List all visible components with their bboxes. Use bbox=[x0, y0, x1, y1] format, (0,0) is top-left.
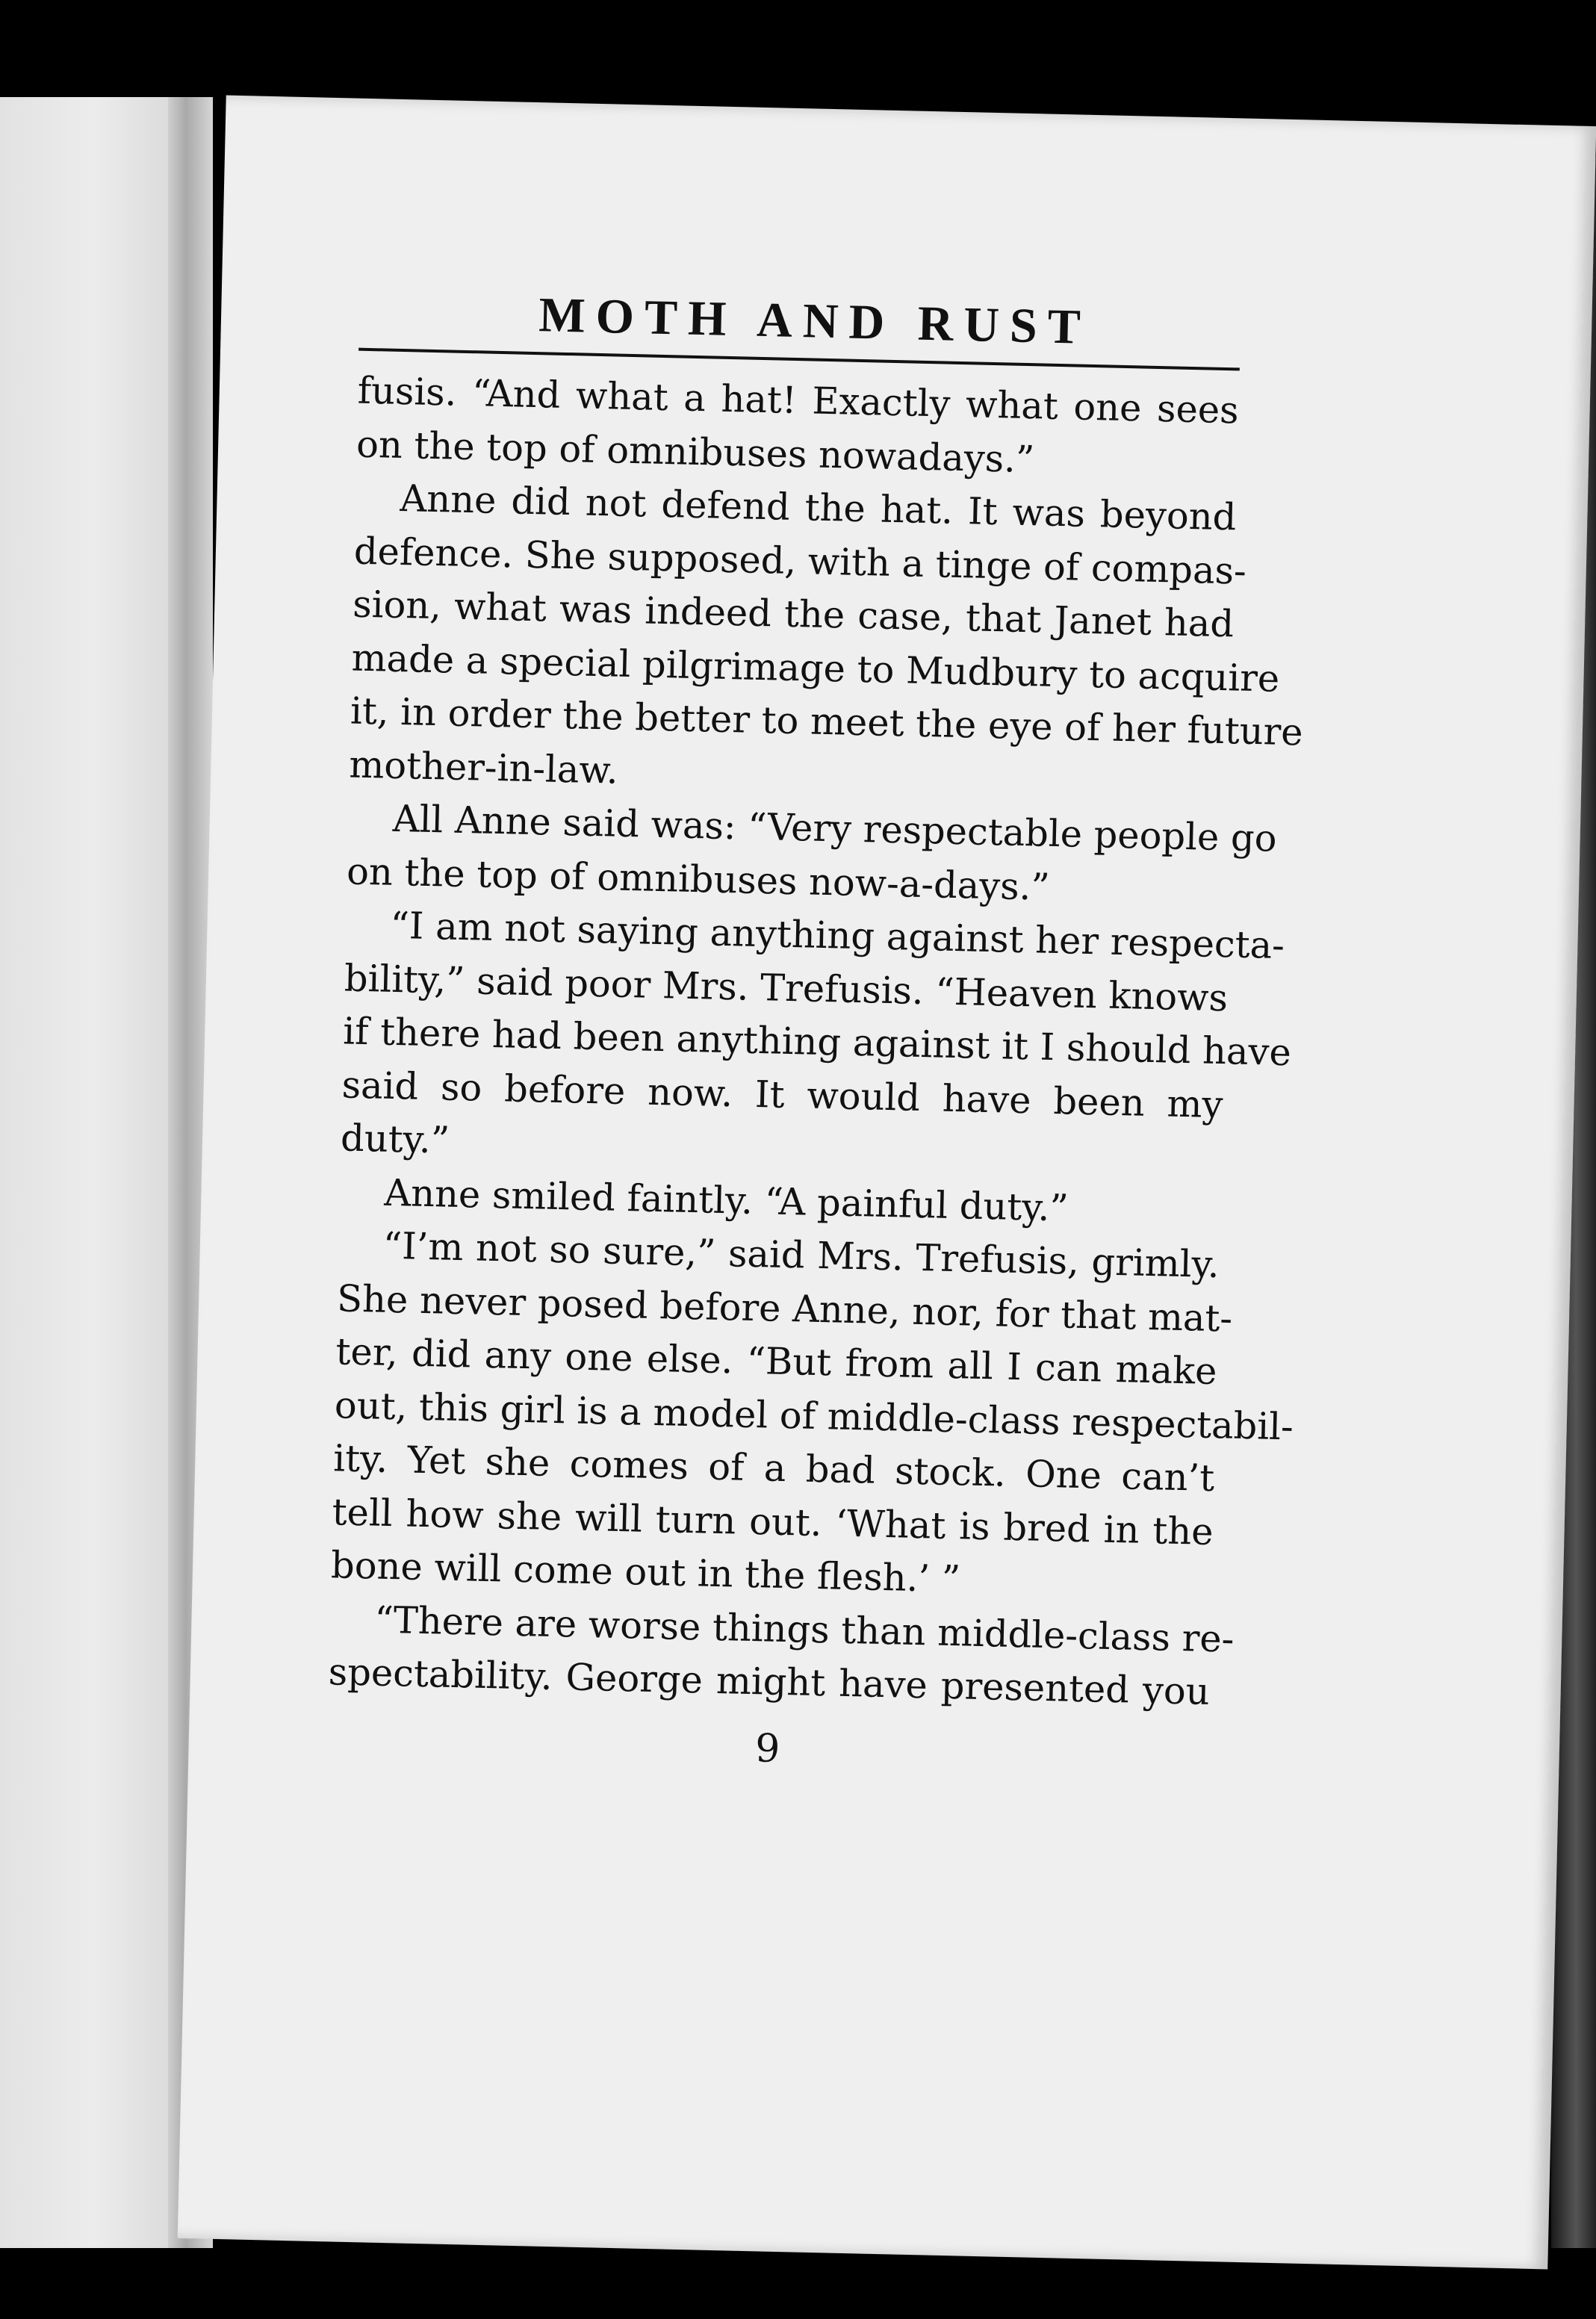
text-line: it, in order the better to meet the eye of her future bbox=[350, 689, 1304, 754]
text-line: ter, did any one else. “But from all I can make bbox=[335, 1329, 1218, 1394]
text-line: duty.” bbox=[340, 1116, 450, 1162]
text-line: “I am not saying anything against her respecta- bbox=[389, 903, 1285, 967]
text-line: fusis. “And what a hat! Exactly what one sees bbox=[357, 368, 1240, 432]
text-line: tell how she will turn out. ‘What is bred in the bbox=[332, 1489, 1214, 1553]
text-line: She never posed before Anne, nor, for that mat- bbox=[336, 1276, 1233, 1341]
page-number: 9 bbox=[754, 1725, 780, 1772]
text-line: Anne did not defend the hat. It was beyond bbox=[399, 476, 1237, 539]
text-line: mother-in-law. bbox=[348, 742, 619, 792]
text-line: out, this girl is a model of middle-class respectabil- bbox=[334, 1382, 1294, 1448]
running-head: MOTH AND RUST bbox=[538, 288, 1092, 355]
text-line: on the top of omnibuses nowadays.” bbox=[355, 422, 1035, 481]
text-line: “There are worse things than middle-class re- bbox=[373, 1598, 1235, 1661]
text-line: Anne smiled faintly. “A painful duty.” bbox=[383, 1170, 1069, 1230]
text-line: if there had been anything against it I should have bbox=[342, 1009, 1292, 1075]
text-line: “I’m not so sure,” said Mrs. Trefusis, grimly. bbox=[382, 1223, 1220, 1287]
text-line: ity. Yet she comes of a bad stock. One can’t bbox=[332, 1436, 1215, 1500]
text-line: made a special pilgrimage to Mudbury to acquire bbox=[351, 636, 1280, 701]
text-line: defence. She supposed, with a tinge of compas- bbox=[353, 529, 1247, 593]
text-line: All Anne said was: “Very respectable people go bbox=[392, 796, 1278, 860]
text-line: said so before now. It would have been my bbox=[341, 1062, 1224, 1126]
facing-page-edge bbox=[0, 97, 187, 2248]
text-line: bone will come out in the flesh.’ ” bbox=[330, 1543, 961, 1601]
body-text bbox=[328, 364, 1304, 1719]
text-block bbox=[326, 278, 1304, 1792]
text-line: on the top of omnibuses now-a-days.” bbox=[346, 848, 1051, 909]
text-line: bility,” said poor Mrs. Trefusis. “Heaven knows bbox=[344, 955, 1229, 1019]
text-line: spectability. George might have presented you bbox=[328, 1650, 1211, 1713]
book-page bbox=[178, 96, 1596, 2270]
text-line: sion, what was indeed the case, that Janet had bbox=[352, 582, 1235, 646]
